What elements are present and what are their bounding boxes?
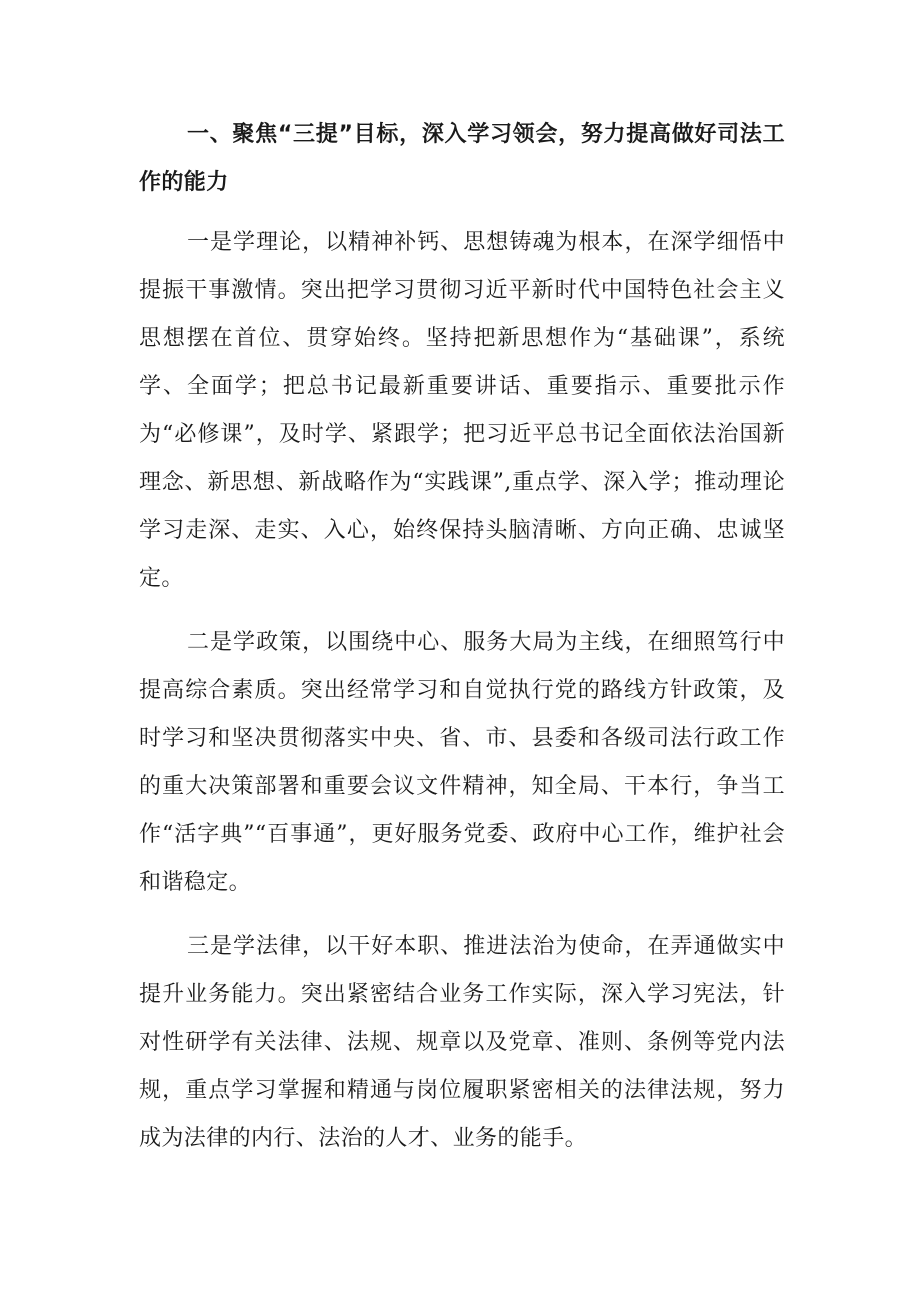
section-heading: 一、聚焦“三提”目标，深入学习领会，努力提高做好司法工作的能力: [139, 122, 785, 195]
paragraph-law: 三是学法律，以干好本职、推进法治为使命，在弄通做实中提升业务能力。突出紧密结合业务工作实际，深入学习宪法，针对性研学有关法律、法规、规章以及党章、准则、条例等党内法规，重点学习掌握和精通与岗位履职紧密相关的法律法规，努力成为法律的内行、法治的人才、业务的能手。: [139, 934, 785, 1151]
document-page: [139, 111, 785, 1163]
paragraph-policy: 二是学政策，以围绕中心、服务大局为主线，在细照笃行中提高综合素质。突出经常学习和自觉执行党的路线方针政策，及时学习和坚决贯彻落实中央、省、市、县委和各级司法行政工作的重大决策部署和重要会议文件精神，知全局、干本行，争当工作“活字典”“百事通”，更好服务党委、政府中心工作，维护社会和谐稳定。: [139, 630, 785, 895]
paragraph-theory: 一是学理论，以精神补钙、思想铸魂为根本，在深学细悟中提振干事激情。突出把学习贯彻习近平新时代中国特色社会主义思想摆在首位、贯穿始终。坚持把新思想作为“基础课”，系统学、全面学；把总书记最新重要讲话、重要指示、重要批示作为“必修课”，及时学、紧跟学；把习近平总书记全面依法治国新理念、新思想、新战略作为“实践课”,重点学、深入学；推动理论学习走深、走实、入心，始终保持头脑清晰、方向正确、忠诚坚定。: [139, 230, 785, 591]
